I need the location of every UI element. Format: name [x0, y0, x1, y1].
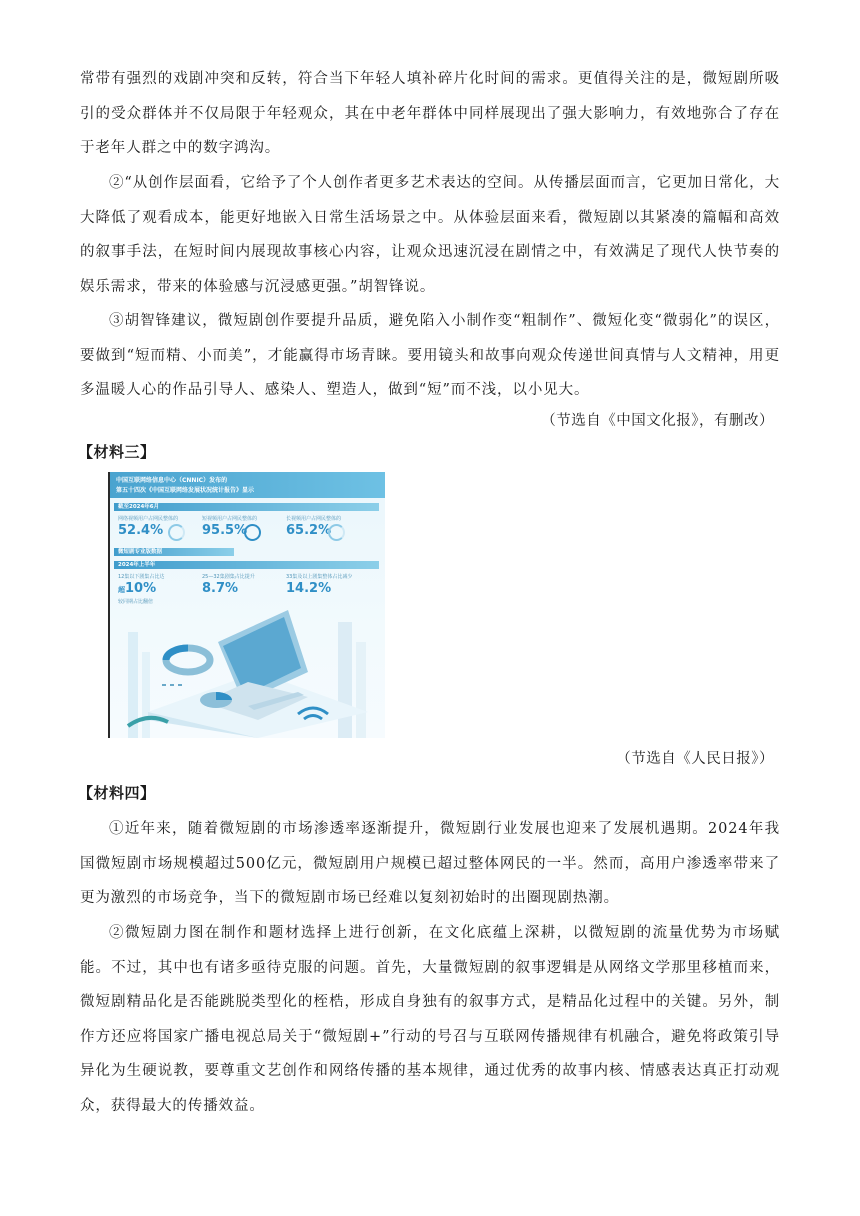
- stat-label: 长视频用户占网民整体的: [286, 516, 342, 522]
- stat-value: 8.7%: [202, 581, 239, 596]
- stat-value: [118, 581, 156, 596]
- paragraph-continued: 常带有强烈的戏剧冲突和反转，符合当下年轻人填补碎片化时间的需求。更值得关注的是，微短剧所吸引的受众群体并不仅局限于年轻观众，其在中老年群体中同样展现出了强大影响力，有效地弥合了存在于老年人群之中的数字鸿沟。: [80, 71, 780, 156]
- material-3-heading: 【材料三】: [78, 443, 156, 461]
- paragraph-2: ②“从创作层面看，它给予了个人创作者更多艺术表达的空间。从传播层面而言，它更加日常化，大大降低了观看成本，能更好地嵌入日常生活场景之中。从体验层面来看，微短剧以其紧凑的篇幅和高效的叙事手法，在短时间内展现故事核心内容，让观众迅速沉浸在剧情之中，有效满足了现代人快节奏的娱乐需求，带来的体验感与沉浸感更强。”胡智锋说。: [80, 175, 780, 295]
- ring-chart-icon: [168, 524, 185, 541]
- stat-label: 12集以下剧集占比达: [118, 574, 165, 580]
- section-title-3: 2024年上半年: [118, 562, 156, 568]
- stat-value: 65.2%: [286, 523, 332, 538]
- ring-chart-icon: [328, 524, 345, 541]
- stat-number: 10%: [125, 581, 157, 596]
- source-citation-2: （节选自《人民日报》）: [616, 751, 774, 767]
- image-border: [108, 472, 110, 738]
- paragraph-5: ②微短剧力图在制作和题材选择上进行创新，在文化底蕴上深耕，以微短剧的流量优势为市场赋能。不过，其中也有诸多亟待克服的问题。首先，大量微短剧的叙事逻辑是从网络文学那里移植而来，微短剧精品化是否能跳脱类型化的桎梏，形成自身独有的叙事方式，是精品化过程中的关键。另外，制作方还应将国家广播电视总局关于“微短剧+”行动的号召与互联网传播规律有机融合，避免将政策引导异化为生硬说教，要尊重文艺创作和网络传播的基本规律，通过优秀的故事内核、情感表达真正打动观众，获得最大的传播效益。: [80, 925, 780, 1114]
- statistics-infographic: [108, 472, 385, 738]
- material-4-heading: 【材料四】: [78, 784, 156, 802]
- stat-footnote: 较同期占比翻倍: [118, 599, 154, 605]
- section-title-1: 截至2024年6月: [118, 504, 160, 510]
- ring-chart-icon: [244, 524, 261, 541]
- laptop-illustration: [108, 602, 385, 738]
- source-citation-1: （节选自《中国文化报》，有删改）: [541, 413, 774, 429]
- section-bar-3: [114, 561, 379, 569]
- stat-value: 95.5%: [202, 523, 248, 538]
- stat-label: 短视频用户占网民整体的: [202, 516, 258, 522]
- stat-label: 33集及以上剧集整体占比减少: [286, 574, 353, 580]
- section-title-2: 微短剧专业版数据: [118, 549, 163, 555]
- stat-label: 25—32集剧集占比提升: [202, 574, 255, 580]
- section-bar-1: [114, 503, 379, 511]
- paragraph-3: ③胡智锋建议，微短剧创作要提升品质，避免陷入小制作变“粗制作”、微短化变“微弱化”的误区，要做到“短而精、小而美”，才能赢得市场青睐。要用镜头和故事向观众传递世间真情与人文精神，用更多温暖人心的作品引导人、感染人、塑造人，做到“短”而不浅，以小见大。: [80, 313, 780, 398]
- stat-prefix: 超: [118, 586, 125, 594]
- infographic-header-line2: 第五十四次《中国互联网络发展状况统计报告》显示: [116, 487, 255, 494]
- paragraph-4: ①近年来，随着微短剧的市场渗透率逐渐提升，微短剧行业发展也迎来了发展机遇期。2024年我国微短剧市场规模超过500亿元，微短剧用户规模已超过整体网民的一半。然而，高用户渗透率带来了更为激烈的市场竞争，当下的微短剧市场已经难以复刻初始时的出圈现剧热潮。: [80, 821, 780, 906]
- stat-value: 52.4%: [118, 523, 164, 538]
- infographic-header-line1: 中国互联网络信息中心（CNNIC）发布的: [116, 477, 228, 484]
- section-bar-2: [114, 548, 234, 556]
- stat-label: 网络视频用户占网民整体的: [118, 516, 179, 522]
- infographic-header: [108, 472, 385, 498]
- stat-value: 14.2%: [286, 581, 332, 596]
